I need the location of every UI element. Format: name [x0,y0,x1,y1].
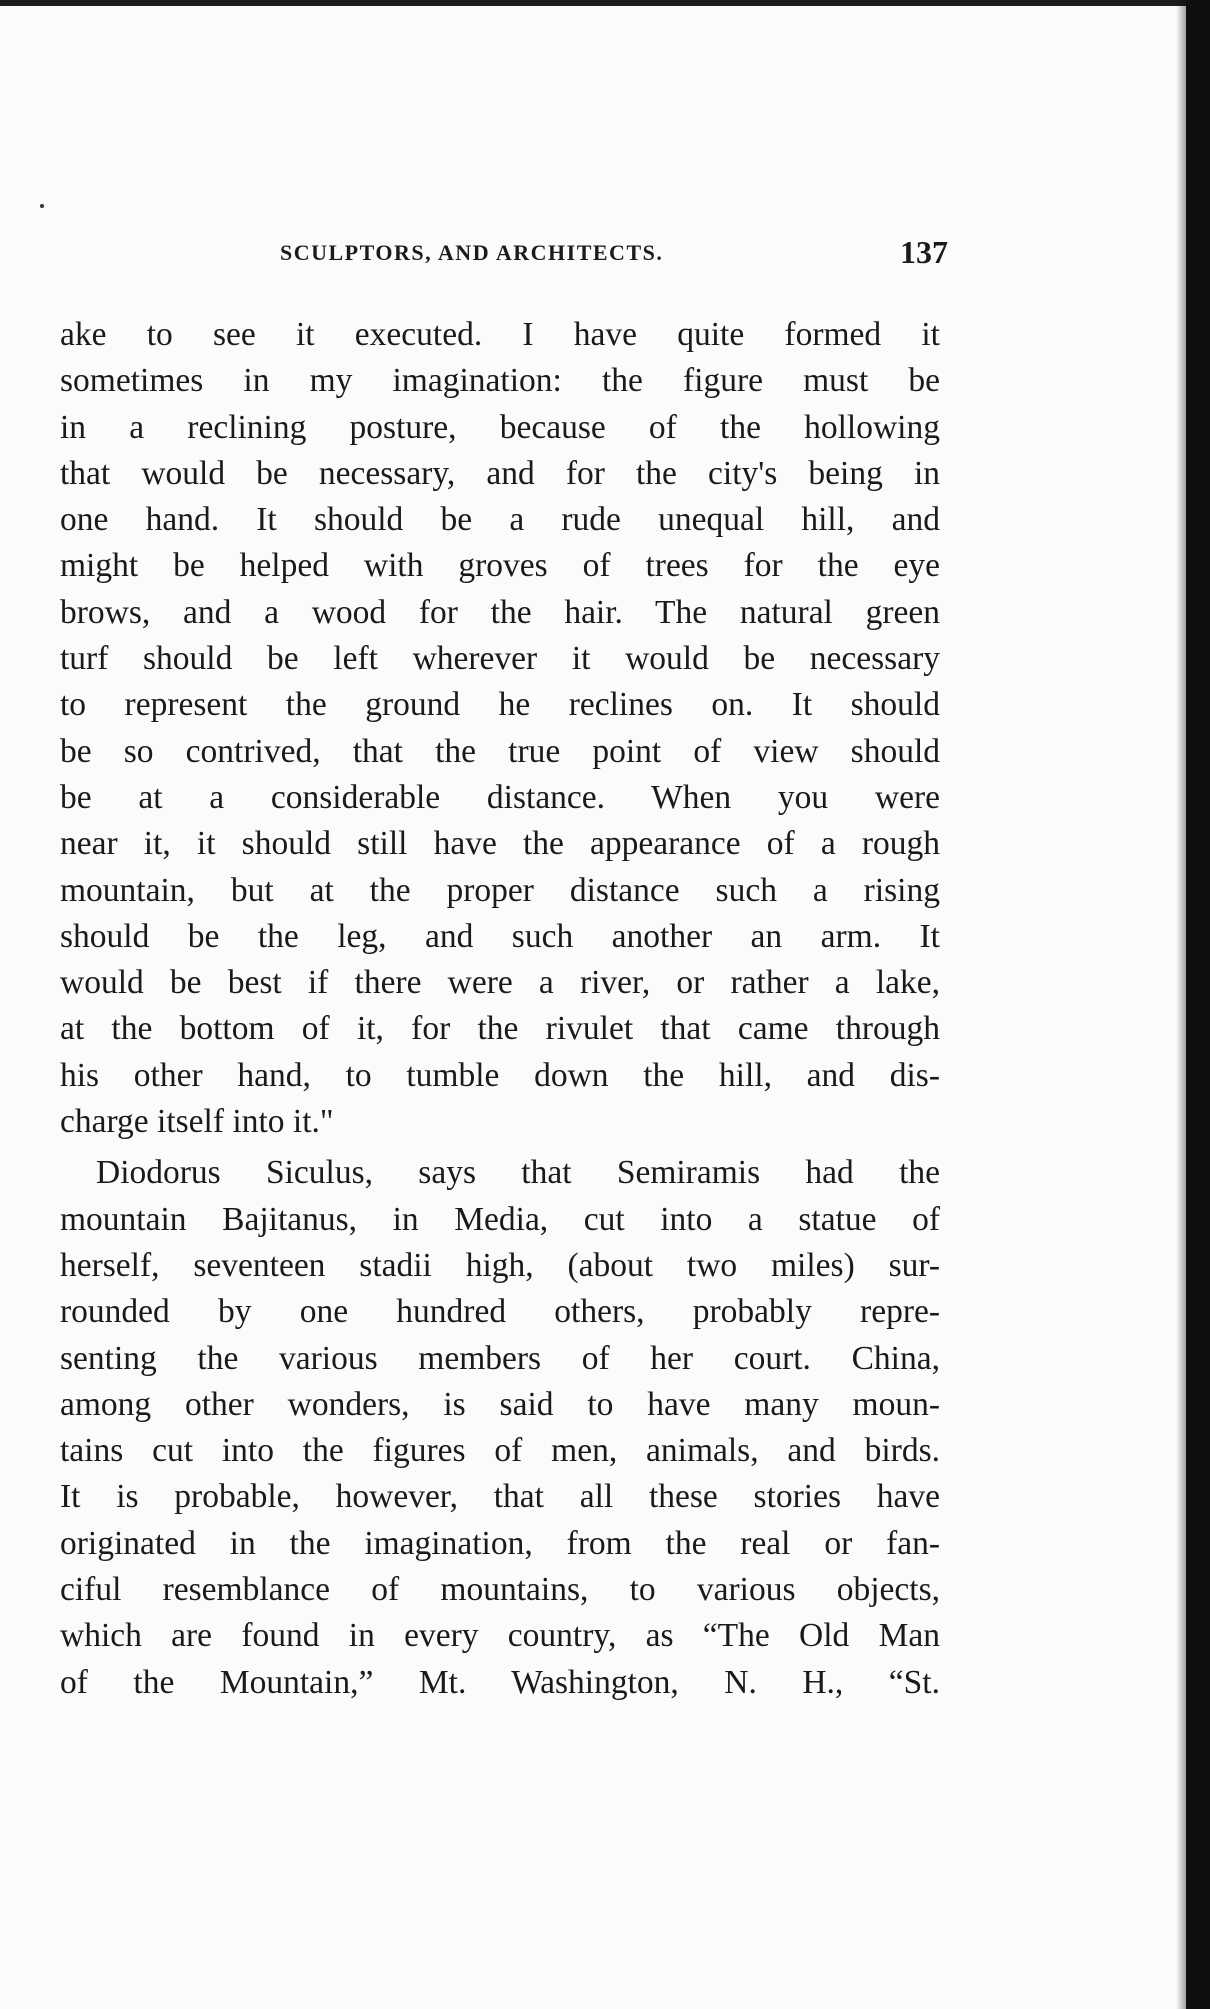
text-line: be so contrived, that the true point of view should [60,732,940,770]
text-line: sometimes in my imagination: the figure must be [60,362,940,400]
scan-top-edge [0,0,1210,6]
text-line: that would be necessary, and for the city's being in [60,454,940,492]
text-line: which are found in every country, as “The Old Man [60,1617,940,1655]
paragraph-1 [60,312,940,1145]
text-line: ake to see it executed. I have quite formed it [60,316,940,353]
text-line: Diodorus Siculus, says that Semiramis had the [96,1154,940,1192]
text-line: at the bottom of it, for the rivulet that came through [60,1010,940,1048]
page-number: 137 [900,234,948,270]
scan-right-shadow [1176,0,1186,2009]
running-head: SCULPTORS, AND ARCHITECTS. [280,240,664,265]
text-line: ciful resemblance of mountains, to various objects, [60,1571,940,1609]
text-line: among other wonders, is said to have many moun- [60,1385,940,1423]
page-body [60,312,940,1706]
text-line: brows, and a wood for the hair. The natural green [60,593,940,631]
text-line: be at a considerable distance. When you were [60,778,940,816]
text-line: turf should be left wherever it would be necessary [60,640,940,678]
text-line: of the Mountain,” Mt. Washington, N. H., “St. [60,1663,940,1701]
text-line: should be the leg, and such another an arm. It [60,917,940,955]
text-line: to represent the ground he reclines on. It should [60,686,940,724]
text-line: might be helped with groves of trees for the eye [60,547,940,585]
scan-speck [40,204,44,208]
text-line: mountain Bajitanus, in Media, cut into a statue of [60,1200,940,1238]
text-line: near it, it should still have the appearance of a rough [60,825,940,863]
text-line: in a reclining posture, because of the hollowing [60,408,940,446]
text-line: tains cut into the figures of men, animals, and birds. [60,1432,940,1470]
text-line: his other hand, to tumble down the hill, and dis- [60,1056,940,1094]
text-line: originated in the imagination, from the real or fan- [60,1524,940,1562]
text-line: senting the various members of her court. China, [60,1339,940,1377]
text-line: mountain, but at the proper distance such a rising [60,871,940,909]
paragraph-2 [60,1150,940,1706]
text-line: It is probable, however, that all these stories have [60,1478,940,1516]
text-line: rounded by one hundred others, probably repre- [60,1293,940,1331]
scan-right-edge [1186,0,1210,2009]
page-header [280,236,948,276]
text-line: charge itself into it." [60,1103,334,1141]
text-line: would be best if there were a river, or rather a lake, [60,964,940,1002]
text-line: herself, seventeen stadii high, (about two miles) sur- [60,1246,940,1284]
text-line: one hand. It should be a rude unequal hill, and [60,501,940,539]
